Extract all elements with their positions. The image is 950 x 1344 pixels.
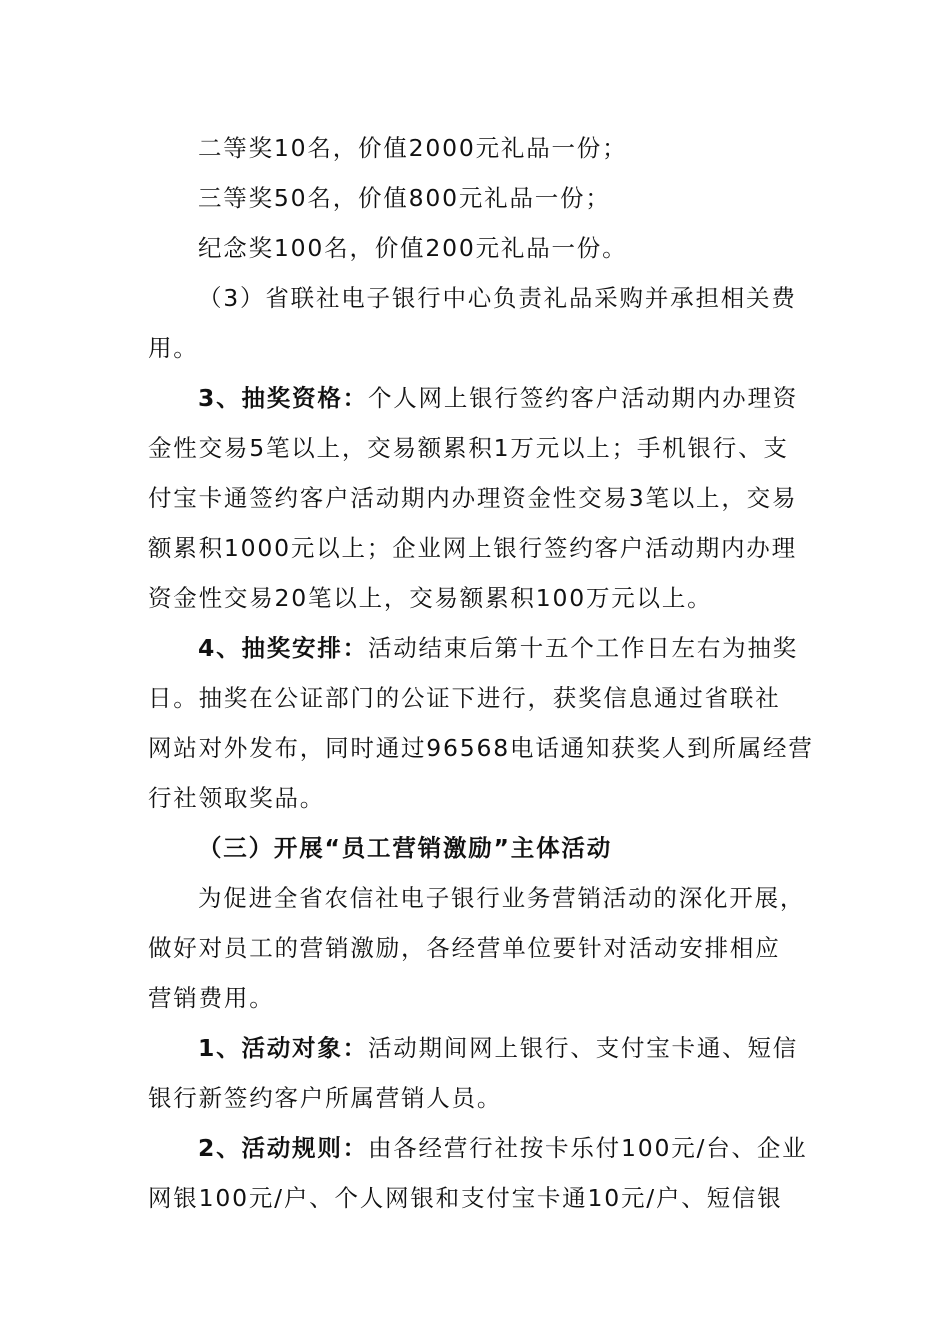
prize-third-line: [198, 178, 838, 218]
section-heading: 2、活动规则：: [198, 1134, 368, 1162]
line-text: 资金性交易20笔以上，交易额累积100万元以上。: [148, 584, 713, 612]
paragraph-line: [148, 728, 818, 768]
line-text: 网银100元/户、个人网银和支付宝卡通10元/户、短信银: [148, 1184, 783, 1212]
paragraph-line: [148, 978, 818, 1018]
section-activity-target: [198, 1028, 838, 1068]
paragraph-line: [198, 878, 838, 918]
section-heading-staff-incentive: [198, 828, 838, 868]
paragraph-line: [148, 428, 818, 468]
paragraph-line: [148, 678, 818, 718]
section-heading: 4、抽奖安排：: [198, 634, 368, 662]
line-text: 由各经营行社按卡乐付100元/台、企业: [367, 1134, 808, 1162]
line-text: 金性交易5笔以上，交易额累积1万元以上；手机银行、支: [148, 434, 789, 462]
line-text: 二等奖10名，价值2000元礼品一份；: [198, 134, 628, 162]
section-heading: 1、活动对象：: [198, 1034, 368, 1062]
prize-second-line: [198, 128, 838, 168]
section-lottery-arrangement: [198, 628, 838, 668]
line-text: 三等奖50名，价值800元礼品一份；: [198, 184, 611, 212]
paragraph-line: [148, 478, 818, 518]
paragraph-line: [148, 578, 818, 618]
line-text: 额累积1000元以上；企业网上银行签约客户活动期内办理: [148, 534, 797, 562]
line-text: 银行新签约客户所属营销人员。: [148, 1084, 503, 1112]
section-title: （三）开展“员工营销激励”主体活动: [198, 834, 612, 862]
paragraph-line: [198, 278, 838, 318]
line-text: 纪念奖100名，价值200元礼品一份。: [198, 234, 628, 262]
line-text: 做好对员工的营销激励，各经营单位要针对活动安排相应: [148, 934, 781, 962]
line-text: 活动期间网上银行、支付宝卡通、短信: [367, 1034, 799, 1062]
line-text: 网站对外发布，同时通过96568电话通知获奖人到所属经营: [148, 734, 814, 762]
section-activity-rules: [198, 1128, 838, 1168]
line-text: 活动结束后第十五个工作日左右为抽奖: [367, 634, 799, 662]
paragraph-line: [148, 1078, 818, 1118]
section-lottery-eligibility: [198, 378, 838, 418]
line-text: 个人网上银行签约客户活动期内办理资: [367, 384, 799, 412]
line-text: （3）省联社电子银行中心负责礼品采购并承担相关费: [198, 284, 797, 312]
line-text: 付宝卡通签约客户活动期内办理资金性交易3笔以上，交易: [148, 484, 798, 512]
paragraph-line: [148, 528, 818, 568]
paragraph-line: [148, 928, 818, 968]
line-text: 行社领取奖品。: [148, 784, 326, 812]
prize-souvenir-line: [198, 228, 838, 268]
paragraph-line: [148, 778, 818, 818]
section-heading: 3、抽奖资格：: [198, 384, 368, 412]
line-text: 用。: [148, 334, 199, 362]
line-text: 为促进全省农信社电子银行业务营销活动的深化开展，: [198, 884, 806, 912]
paragraph-line: [148, 1178, 818, 1218]
paragraph-line: [148, 328, 818, 368]
line-text: 日。抽奖在公证部门的公证下进行，获奖信息通过省联社: [148, 684, 781, 712]
line-text: 营销费用。: [148, 984, 275, 1012]
